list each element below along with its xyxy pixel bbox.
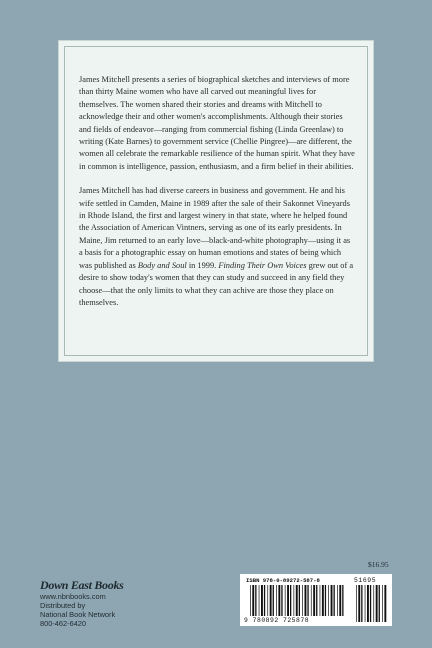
barcode-bar <box>320 585 321 616</box>
publisher-phone: 800-462-6420 <box>40 619 87 628</box>
barcode-bar <box>337 585 338 616</box>
barcode-bar <box>328 585 329 616</box>
distributor-label: Distributed by <box>40 601 86 610</box>
book-title-finding-their-own-voices: Finding Their Own Voices <box>218 260 307 270</box>
blurb-panel <box>58 40 374 362</box>
barcode-bar <box>367 585 369 622</box>
barcode-bar <box>311 585 312 616</box>
barcode-bar <box>307 585 308 616</box>
barcode-bar <box>339 585 341 616</box>
barcode-bar <box>302 585 303 616</box>
barcode-bar <box>305 585 307 616</box>
ean-digits: 9 780892 725878 <box>244 617 310 624</box>
blurb-paragraph-2-text-b: in 1999. <box>186 260 219 270</box>
barcode-bar <box>331 585 333 616</box>
barcode-bar <box>290 585 291 616</box>
barcode-bar <box>270 585 272 616</box>
barcode-bar <box>278 585 280 616</box>
barcode-bar <box>296 585 298 616</box>
barcode-bar <box>287 585 289 616</box>
barcode-bar <box>259 585 260 616</box>
barcode-bar <box>250 585 251 616</box>
barcode-bar <box>361 585 362 622</box>
barcode-bar <box>316 585 317 616</box>
barcode-bar <box>285 585 286 616</box>
barcode-bar <box>358 585 360 622</box>
publisher-block <box>40 578 124 628</box>
price-label: $16.95 <box>368 560 389 569</box>
distributor-name: National Book Network <box>40 610 116 619</box>
isbn-number: ISBN 978-0-89272-587-8 <box>246 577 320 584</box>
barcode-bar <box>384 585 386 622</box>
barcode-bar <box>255 585 256 616</box>
barcode-bar <box>325 585 326 616</box>
barcode-bar <box>379 585 380 622</box>
barcode-bar <box>261 585 263 616</box>
barcode-bar <box>294 585 295 616</box>
barcode-bar <box>313 585 315 616</box>
blurb-frame <box>64 46 368 356</box>
addon-bars <box>356 585 386 622</box>
barcode-bar <box>365 585 366 622</box>
barcode-bar <box>370 585 371 622</box>
barcode-bar <box>273 585 274 616</box>
barcode-bar <box>322 585 324 616</box>
barcode-bar <box>252 585 254 616</box>
ean-bars <box>250 585 344 616</box>
barcode-bar <box>334 585 335 616</box>
barcode-bar <box>356 585 357 622</box>
blurb-paragraph-2 <box>79 185 355 309</box>
addon-digits: 51695 <box>354 577 377 584</box>
barcode-bar <box>299 585 300 616</box>
blurb-paragraph-1: James Mitchell presents a series of biographical sketches and interviews of more than thirty Maine women who have all carved out meaningful lives for themselves. The women shared their stories and dreams with Mitchell to acknowledge their and other women's accomplishments. Although their stories and fields of endeavor—ranging from commercial fishing (Linda Greenlaw) to writing (Kate Barnes) to government service (Chellie Pingree)—are different, the women all celebrate the remarkable resilience of the human spirit. What they have in common is intelligence, passion, enthusiasm, and a firm belief in their abilities. <box>79 75 355 171</box>
blurb-paragraph-2-text-c: grew out of a desire to show today's women that they can study and succeed in any field they choose—that the only limits to what they can achive are those they place on themselves. <box>79 260 354 307</box>
barcode-bar <box>264 585 265 616</box>
barcode-bar <box>342 585 343 616</box>
barcode-bar <box>281 585 282 616</box>
blurb-paragraph-2-text-a: James Mitchell has had diverse careers in business and government. He and his wife settled in Camden, Maine in 1989 after the sale of their Sakonnet Vineyards in Rhode Island, the first and largest winery in that state, where he helped found the Association of American Vintners, serving as one of its early presidents. In Maine, Jim returned to an early love—black-and-white photography—using it as a basis for a photographic essay on human emotions and states of being which was published as <box>79 186 351 270</box>
book-title-body-and-soul: Body and Soul <box>137 260 187 270</box>
barcode-bar <box>376 585 378 622</box>
publisher-url: www.nbnbooks.com <box>40 592 106 601</box>
barcode-bar <box>276 585 277 616</box>
publisher-logo: Down East Books <box>40 578 124 592</box>
barcode-bar <box>382 585 383 622</box>
barcode-bar <box>373 585 374 622</box>
barcode-bar <box>267 585 268 616</box>
isbn-barcode <box>240 574 392 626</box>
